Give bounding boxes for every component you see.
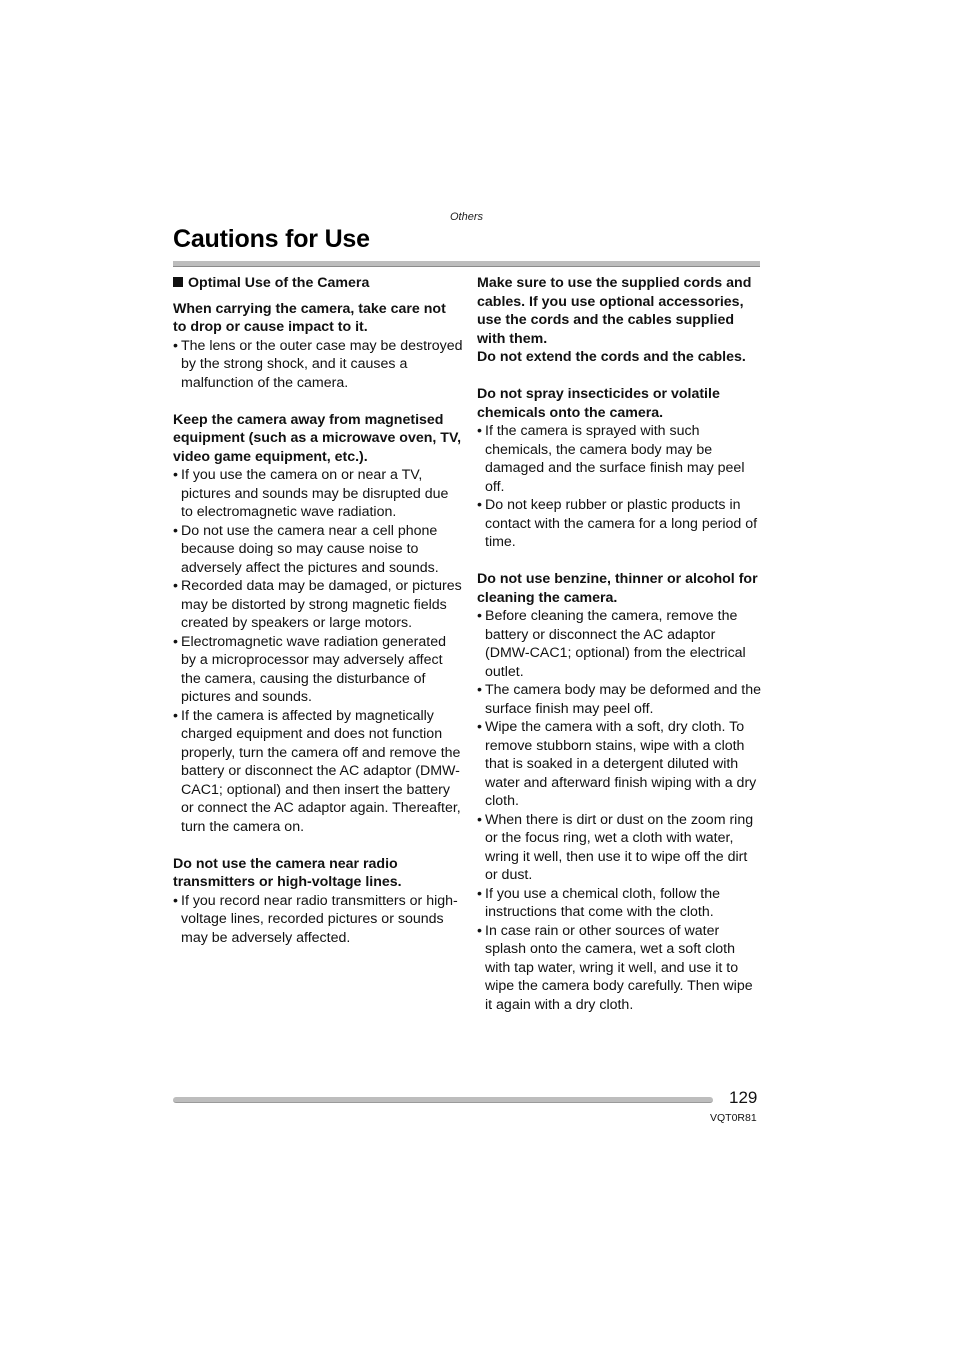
section-label: Others [450, 211, 484, 223]
bullet-list [477, 422, 763, 552]
list-item: • If the camera is affected by magnetically charged equipment and does not function properly, turn the camera off and remove the battery or disconnect the AC adaptor (DMW-CAC1; optional) and then insert the battery or connect the AC adaptor again. Thereafter, turn the camera on. [173, 707, 463, 837]
list-item: • Wipe the camera with a soft, dry cloth. To remove stubborn stains, wipe with a cloth that is soaked in a detergent diluted with water and afterward finish wiping with a dry cloth. [477, 718, 763, 811]
list-item: • When there is dirt or dust on the zoom ring or the focus ring, wet a cloth with water, wring it well, then use it to wipe off the dirt or dust. [477, 811, 763, 885]
list-item: • If you use the camera on or near a TV, pictures and sounds may be disrupted due to electromagnetic wave radiation. [173, 466, 463, 522]
doc-code: VQT0R81 [710, 1112, 757, 1124]
caution-heading: When carrying the camera, take care not to drop or cause impact to it. [173, 300, 446, 335]
caution-block-insecticides [477, 385, 763, 552]
left-column [173, 274, 463, 966]
caution-block-cords [477, 274, 763, 367]
caution-block-cleaning [477, 570, 763, 1014]
list-item: • Do not keep rubber or plastic products in contact with the camera for a long period of time. [477, 496, 763, 552]
bullet-list [173, 337, 463, 393]
section-heading [173, 274, 463, 293]
list-item: • If the camera is sprayed with such chemicals, the camera body may be damaged and the surface finish may peel off. [477, 422, 763, 496]
section-heading-text: Optimal Use of the Camera [188, 275, 370, 291]
caution-block-radio [173, 855, 463, 948]
page-title: Cautions for Use [173, 225, 370, 253]
list-item: • Electromagnetic wave radiation generated by a microprocessor may adversely affect the camera, causing the disturbance of pictures and sounds. [173, 633, 463, 707]
bullet-list [173, 892, 463, 948]
list-item: • In case rain or other sources of water splash onto the camera, wet a soft cloth with tap water, wring it well, and use it to wipe the camera body carefully. Then wipe it again with a dry cloth. [477, 922, 763, 1015]
caution-heading: Do not spray insecticides or volatile chemicals onto the camera. [477, 386, 720, 421]
caution-block-impact [173, 300, 463, 393]
caution-heading: Do not use benzine, thinner or alcohol for cleaning the camera. [477, 571, 758, 606]
list-item: • Before cleaning the camera, remove the battery or disconnect the AC adaptor (DMW-CAC1; optional) from the electrical outlet. [477, 607, 763, 681]
list-item: • Recorded data may be damaged, or pictures may be distorted by strong magnetic fields created by speakers or large motors. [173, 577, 463, 633]
bullet-list [173, 466, 463, 836]
list-item: • The lens or the outer case may be destroyed by the strong shock, and it causes a malfunction of the camera. [173, 337, 463, 393]
page-number: 129 [729, 1088, 758, 1107]
list-item: • The camera body may be deformed and the surface finish may peel off. [477, 681, 763, 718]
caution-heading: Make sure to use the supplied cords and cables. If you use optional accessories, use the cords and the cables supplied with them. [477, 275, 752, 347]
footer-rule [173, 1097, 713, 1103]
list-item: • If you record near radio transmitters or high-voltage lines, recorded pictures or sounds may be adversely affected. [173, 892, 463, 948]
bullet-list [477, 607, 763, 1014]
list-item: • If you use a chemical cloth, follow the instructions that come with the cloth. [477, 885, 763, 922]
caution-heading: Do not use the camera near radio transmitters or high-voltage lines. [173, 855, 402, 890]
square-bullet-icon [173, 277, 183, 287]
title-rule [173, 261, 760, 267]
caution-heading: Do not extend the cords and the cables. [477, 349, 746, 365]
right-column [477, 274, 763, 1033]
caution-heading: Keep the camera away from magnetised equipment (such as a microwave oven, TV, video game equipment, etc.). [173, 411, 462, 465]
list-item: • Do not use the camera near a cell phone because doing so may cause noise to adversely affect the pictures and sounds. [173, 522, 463, 578]
caution-block-magnetised [173, 411, 463, 837]
